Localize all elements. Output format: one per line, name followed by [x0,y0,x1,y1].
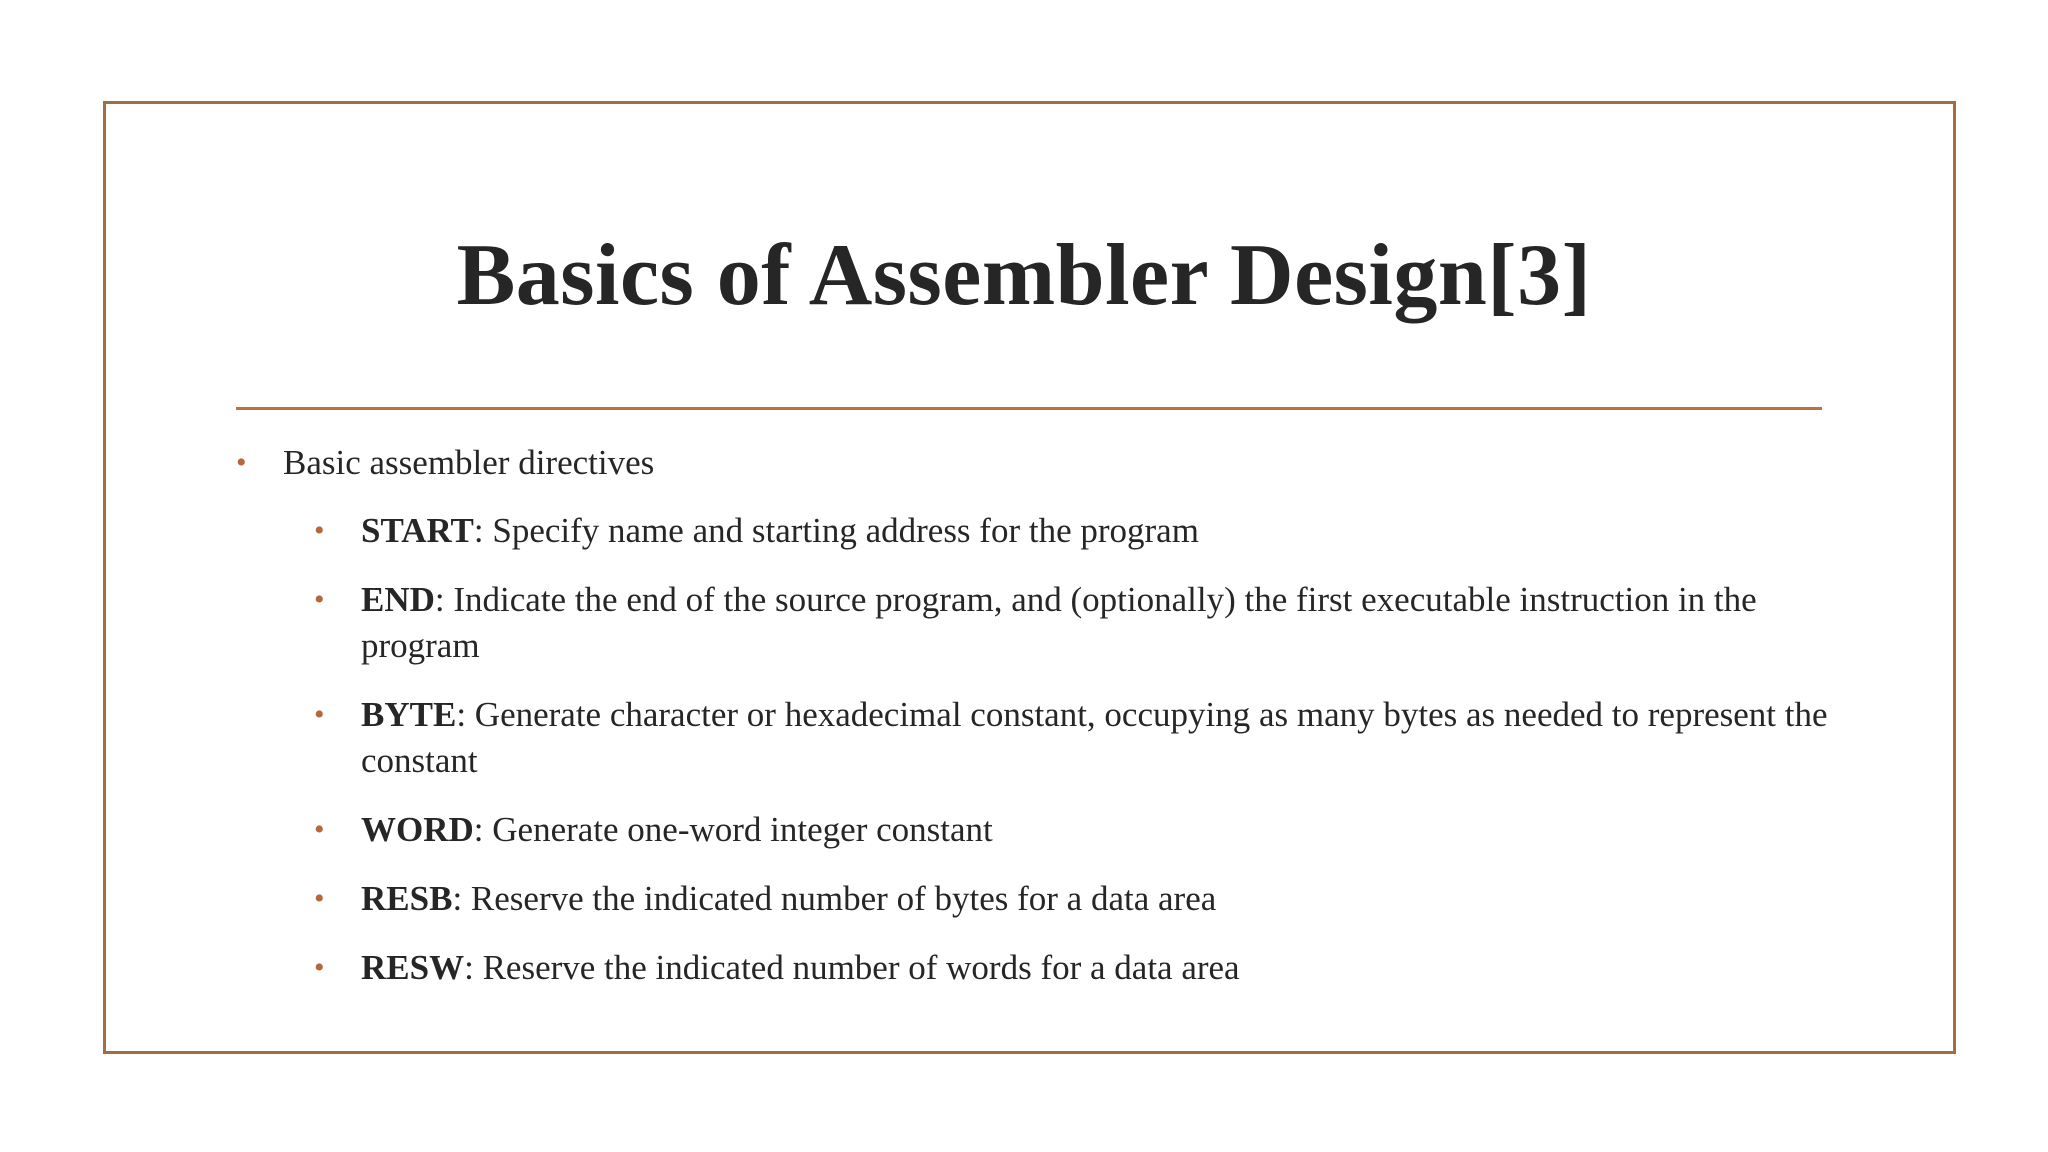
directive-description: : Generate one-word integer constant [473,810,993,849]
bullet-dot-icon: • [314,514,325,547]
bullet-dot-icon: • [314,698,325,731]
bullet-dot-icon: • [314,583,325,616]
bullet-item-resb [314,876,1836,922]
bullet-dot-icon: • [314,951,325,984]
directive-description: : Reserve the indicated number of bytes for a data area [452,879,1217,918]
bullet-dot-icon: • [314,882,325,915]
bullet-item-byte [314,692,1836,784]
directive-term: RESB [361,879,453,918]
bullet-dot-icon: • [236,446,247,479]
bullet-item-intro [236,440,1836,486]
bullet-item-word [314,807,1836,853]
directive-description: : Generate character or hexadecimal constant, occupying as many bytes as needed to represent the constant [361,695,1828,780]
directive-term: BYTE [361,695,457,734]
directive-term: WORD [361,810,474,849]
bullet-item-start [314,508,1836,554]
bullet-item-end [314,577,1836,669]
directive-description: : Reserve the indicated number of words for a data area [464,948,1240,987]
slide-title: Basics of Assembler Design[3] [456,227,1592,324]
directive-term: RESW [361,948,465,987]
bullet-text: Basic assembler directives [283,443,655,482]
slide-content [236,440,1836,1014]
bullet-item-resw [314,945,1836,991]
title-divider [236,407,1822,410]
directive-description: : Specify name and starting address for the program [473,511,1199,550]
directive-description: : Indicate the end of the source program, and (optionally) the first executable instruction in the program [361,580,1757,665]
directive-term: END [361,580,435,619]
bullet-dot-icon: • [314,813,325,846]
directive-term: START [361,511,474,550]
